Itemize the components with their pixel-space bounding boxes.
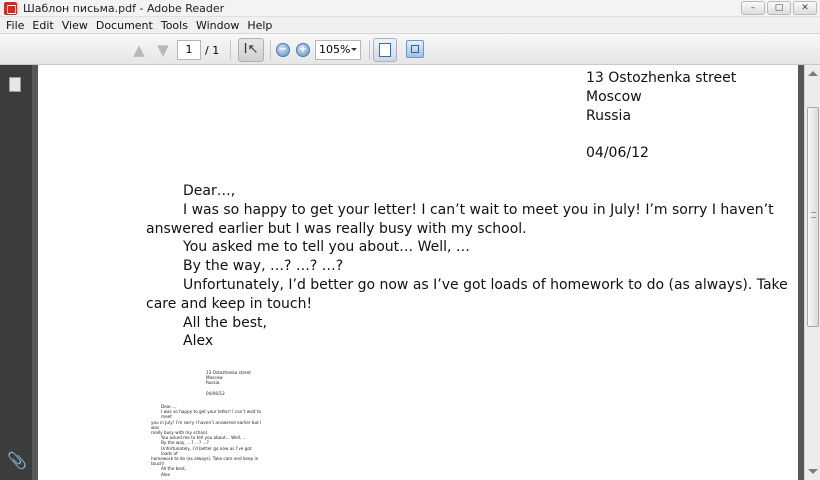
menu-tools[interactable]: Tools [160, 18, 188, 32]
thumbnail-address-line: 13 Ostozhenka street [206, 370, 251, 375]
up-arrow-icon: ▲ [133, 41, 145, 59]
thumbnail-date: 04/06/12 [206, 390, 225, 396]
letter-line: All the best, [183, 314, 267, 331]
letter-line: care and keep in touch! [146, 295, 313, 312]
zoom-in-icon: + [298, 44, 308, 55]
text-select-icon: I↖ [243, 42, 259, 57]
toolbar-divider [230, 40, 231, 60]
window-title: Шаблон письма.pdf - Adobe Reader [23, 1, 225, 15]
address-spacer [586, 125, 766, 144]
zoom-out-icon: − [278, 44, 288, 55]
address-line: Russia [586, 107, 632, 124]
thumbnail-address-line: Moscow [206, 375, 223, 381]
title-bar [0, 0, 820, 17]
next-page-button[interactable] [154, 41, 172, 59]
window-controls [741, 1, 817, 15]
scrollbar-thumb[interactable] [807, 107, 819, 327]
zoom-in-button[interactable] [296, 43, 310, 57]
menu-file[interactable]: File [6, 18, 25, 32]
letter-line: By the way, …? …? …? [183, 258, 344, 275]
letter-line: answered earlier but I was really busy with my school. [146, 220, 527, 237]
select-tool-button[interactable] [238, 38, 264, 62]
previous-page-button[interactable] [130, 41, 148, 59]
minimize-button[interactable]: – [741, 1, 765, 15]
chevron-down-icon[interactable] [351, 48, 357, 51]
thumbnail-line: Alex [161, 471, 171, 477]
maximize-button[interactable]: □ [767, 1, 791, 15]
grip-icon [811, 212, 816, 218]
page-number-input[interactable]: 1 [177, 40, 201, 60]
thumbnail-line: Unfortunately, I’d better go now as I’ve got loads of [161, 445, 252, 456]
sender-address [586, 69, 766, 163]
address-line: 13 Ostozhenka street [586, 70, 737, 86]
letter-thumbnail [151, 366, 296, 476]
thumbnail-body [151, 404, 263, 477]
single-page-view-button[interactable] [373, 38, 397, 62]
adobe-reader-icon [4, 2, 17, 15]
menu-document[interactable]: Document [95, 18, 153, 32]
letter-line: You asked me to tell you about… Well, … [183, 239, 470, 256]
toolbar-divider [270, 40, 271, 60]
menu-edit[interactable]: Edit [32, 18, 54, 32]
thumbnail-line: By the way, …? …? …? [161, 440, 209, 446]
thumbnail-address-line: Russia [206, 380, 220, 386]
letter-line: I was so happy to get your letter! I can’t wait to meet you in July! I’m sorry I haven’t [183, 201, 774, 218]
toolbar-divider [369, 40, 370, 60]
scroll-up-icon[interactable] [808, 71, 818, 76]
thumbnail-line: really busy with my school. [151, 430, 209, 436]
zoom-out-button[interactable] [276, 43, 290, 57]
scroll-down-icon[interactable] [808, 469, 818, 474]
document-area [32, 65, 804, 480]
menu-help[interactable]: Help [247, 18, 273, 32]
fit-page-button[interactable] [406, 40, 424, 58]
thumbnail-line: Dear…, [161, 404, 177, 409]
navigation-pane [0, 65, 32, 480]
menu-view[interactable]: View [61, 18, 88, 32]
pages-icon[interactable] [9, 77, 21, 92]
toolbar [0, 33, 820, 65]
zoom-level-select[interactable]: 105% [315, 40, 361, 60]
address-line: Moscow [586, 88, 642, 105]
thumbnail-line: homework to do (as always). Take care and keep in touch! [151, 456, 259, 467]
fit-page-icon [411, 45, 419, 53]
down-arrow-icon: ▼ [157, 41, 169, 59]
page-total: / 1 [205, 44, 220, 57]
thumbnail-address [206, 370, 251, 396]
thumbnail-line: you in July! I’m sorry I haven’t answered earlier but I was [151, 419, 262, 430]
letter-line: Dear…, [183, 183, 236, 199]
menu-bar [0, 17, 820, 33]
thumbnail-line: You asked me to tell you about… Well, … [161, 435, 247, 441]
letter-line: Unfortunately, I’d better go now as I’ve got loads of homework to do (as always). Take [183, 276, 788, 293]
letter-line: Alex [183, 333, 214, 350]
thumbnail-line: All the best, [161, 466, 187, 472]
letter-body [146, 182, 788, 351]
page-view-icon [379, 43, 391, 57]
paperclip-icon[interactable]: 📎 [7, 451, 27, 470]
letter-date: 04/06/12 [586, 145, 649, 162]
menu-window[interactable]: Window [195, 18, 240, 32]
vertical-scrollbar[interactable] [804, 65, 820, 480]
pdf-page [38, 65, 798, 480]
close-button[interactable]: ✕ [793, 1, 817, 15]
thumbnail-line: I was so happy to get your letter! I can’t wait to meet [161, 409, 262, 420]
